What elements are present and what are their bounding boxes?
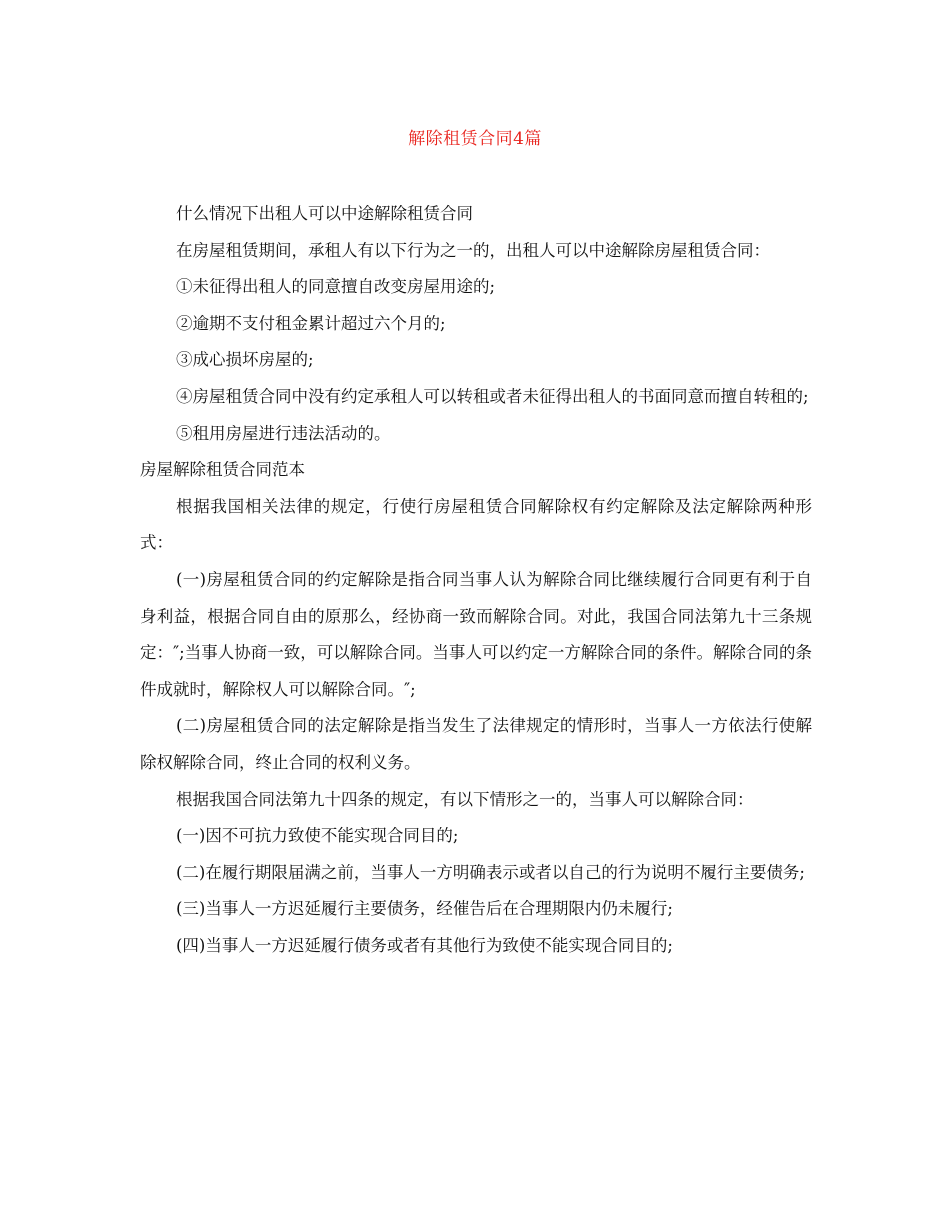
list-item: ①未征得出租人的同意擅自改变房屋用途的; xyxy=(176,277,496,297)
list-item: (四)当事人一方迟延履行债务或者有其他行为致使不能实现合同目的; xyxy=(176,935,673,955)
list-item: (一)因不可抗力致使不能实现合同目的; xyxy=(176,826,459,846)
list-item: ③成心损坏房屋的; xyxy=(176,350,314,370)
paragraph: (一)房屋租赁合同的约定解除是指合同当事人认为解除合同比继续履行合同更有利于自身利益，根据合同自由的原那么，经协商一致而解除合同。对此，我国合同法第九十三条规定：″;当事人协商一致，可以解除合同。当事人可以约定一方解除合同的条件。解除合同的条件成就时，解除权人可以解除合同。″; xyxy=(140,569,812,699)
document-body xyxy=(140,196,812,964)
list-item: ⑤租用房屋进行违法活动的。 xyxy=(176,423,391,443)
section-heading: 房屋解除租赁合同范本 xyxy=(140,460,305,480)
paragraph: 根据我国相关法律的规定，行使行房屋租赁合同解除权有约定解除及法定解除两种形式： xyxy=(140,496,812,553)
paragraph: 在房屋租赁期间，承租人有以下行为之一的，出租人可以中途解除房屋租赁合同： xyxy=(176,240,770,260)
list-item: ④房屋租赁合同中没有约定承租人可以转租或者未征得出租人的书面同意而擅自转租的; xyxy=(176,386,809,406)
paragraph: 什么情况下出租人可以中途解除租赁合同 xyxy=(176,204,473,223)
document-title: 解除租赁合同4篇 xyxy=(408,129,542,149)
paragraph: 根据我国合同法第九十四条的规定，有以下情形之一的，当事人可以解除合同： xyxy=(176,789,754,809)
list-item: (二)在履行期限届满之前，当事人一方明确表示或者以自己的行为说明不履行主要债务; xyxy=(176,862,805,882)
list-item: (三)当事人一方迟延履行主要债务，经催告后在合理期限内仍未履行; xyxy=(176,899,673,919)
list-item: ②逾期不支付租金累计超过六个月的; xyxy=(176,313,446,333)
paragraph: (二)房屋租赁合同的法定解除是指当发生了法律规定的情形时，当事人一方依法行使解除权解除合同，终止合同的权利义务。 xyxy=(140,716,812,772)
